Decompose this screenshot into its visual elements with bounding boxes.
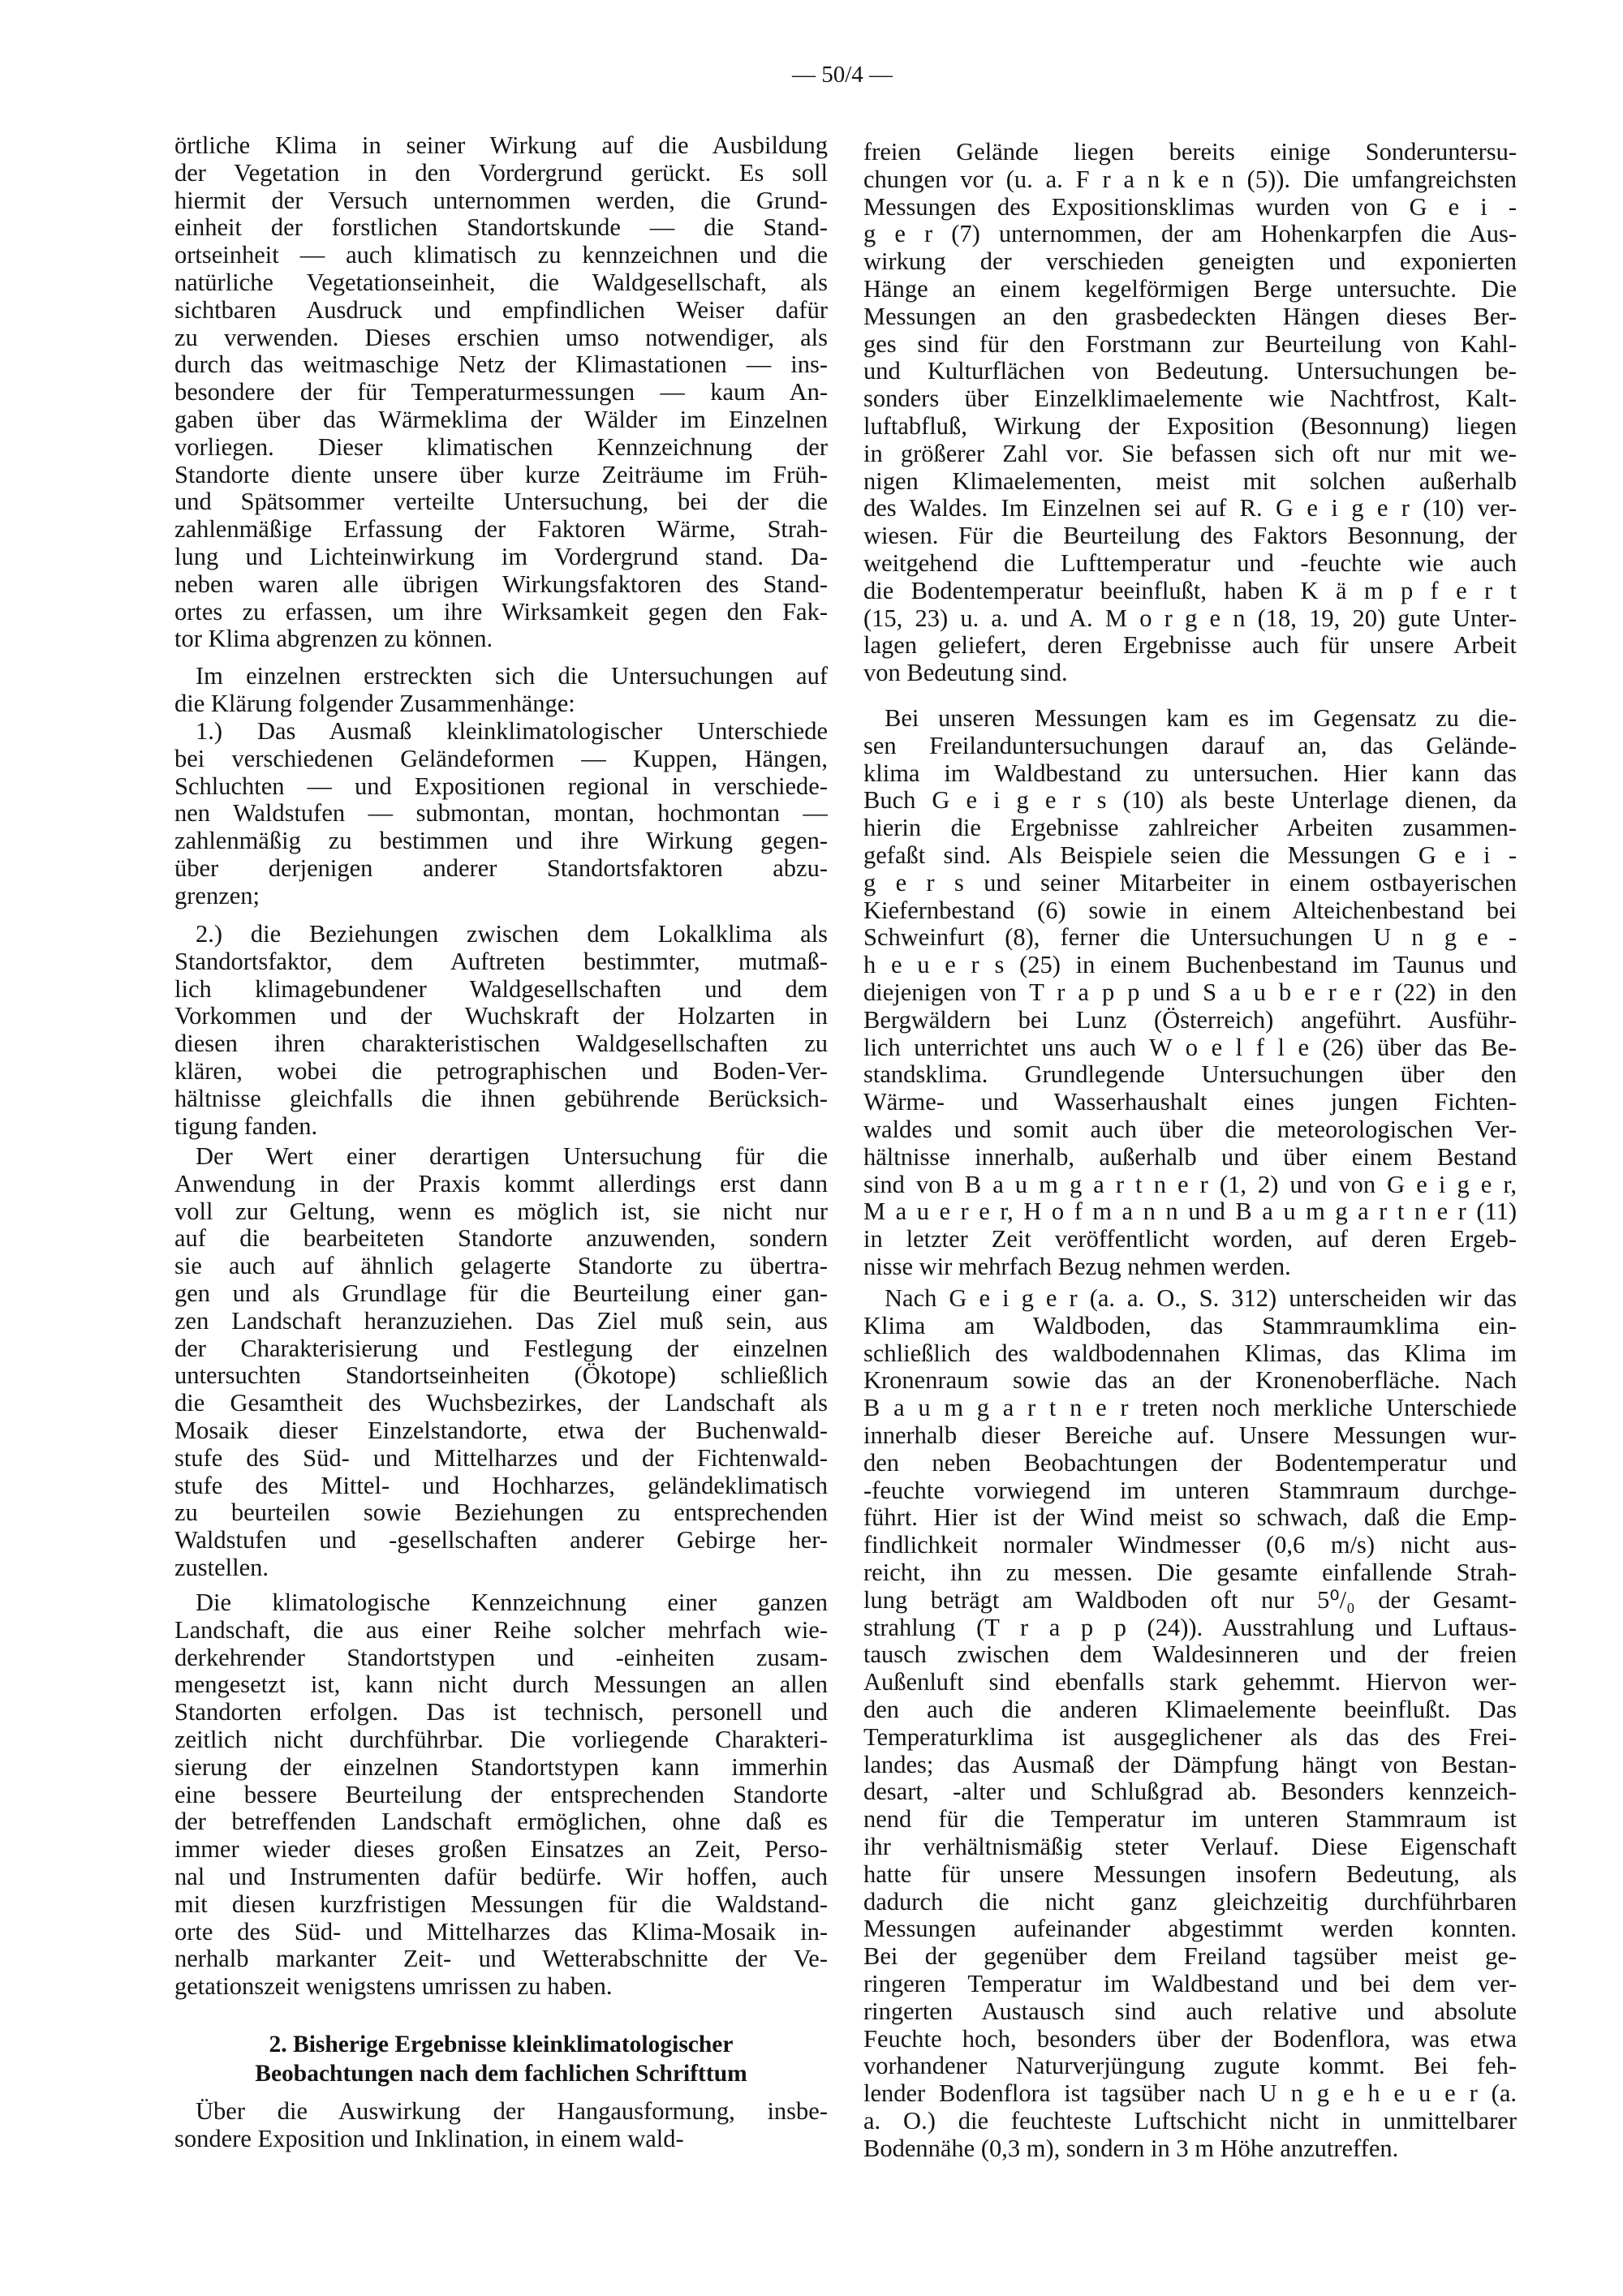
text-line: chungen vor (u. a. F r a n k e n (5)). Die umfangreichsten: [863, 166, 1517, 193]
text-line: zu beurteilen sowie Beziehungen zu entsprechenden: [174, 1499, 828, 1527]
text-line: zen Landschaft heranzuziehen. Das Ziel muß sein, aus: [174, 1307, 828, 1335]
text-line: Bodennähe (0,3 m), sondern in 3 m Höhe anzutreffen.: [863, 2135, 1399, 2162]
text-line: Standorten erfolgen. Das ist technisch, personell und: [174, 1699, 828, 1726]
text-line: vorhandener Naturverjüngung zugute kommt. Bei feh-: [863, 2053, 1517, 2080]
text-line: g e r s und seiner Mitarbeiter in einem ostbayerischen: [863, 869, 1517, 896]
text-line: strahlung (T r a p p (24)). Ausstrahlung und Luftaus-: [863, 1614, 1517, 1641]
text-line: waldes und somit auch über die meteorologischen Ver-: [863, 1116, 1517, 1143]
text-line: sind von B a u m g a r t n e r (1, 2) und von G e i g e r,: [863, 1171, 1517, 1198]
text-line: eine bessere Beurteilung der entsprechenden Standorte: [174, 1781, 828, 1808]
text-line: desart, -alter und Schlußgrad ab. Besonders kennzeich-: [863, 1778, 1517, 1806]
text-line: ringerten Austausch sind auch relative und absolute: [863, 1997, 1517, 2025]
text-line: örtliche Klima in seiner Wirkung auf die Ausbildung: [174, 132, 828, 159]
text-line: über derjenigen anderer Standortsfaktoren abzu-: [174, 854, 828, 882]
text-line: hältnisse gleichfalls die ihnen gebührende Berücksich-: [174, 1085, 828, 1112]
text-line: Landschaft, die aus einer Reihe solcher mehrfach wie-: [174, 1616, 828, 1644]
text-line: stufe des Mittel- und Hochharzes, geländeklimatisch: [174, 1472, 828, 1499]
text-line: führt. Hier ist der Wind meist so schwach, daß die Emp-: [863, 1504, 1517, 1532]
text-line: sen Freilanduntersuchungen darauf an, das Gelände-: [863, 732, 1517, 759]
text-line: auf die bearbeiteten Standorte anzuwenden, sondern: [174, 1225, 828, 1253]
text-line: zahlenmäßig zu bestimmen und ihre Wirkung gegen-: [174, 828, 828, 855]
paragraph: [863, 1285, 1517, 2163]
text-line: die Klärung folgender Zusammenhänge:: [174, 690, 575, 717]
text-line: Schluchten — und Expositionen regional in verschiede-: [174, 772, 828, 800]
text-line: mengesetzt ist, kann nicht durch Messungen an allen: [174, 1671, 828, 1699]
text-line: in letzter Zeit veröffentlicht worden, auf deren Ergeb-: [863, 1226, 1517, 1253]
text-line: und Spätsommer verteilte Untersuchung, bei der die: [174, 488, 828, 516]
text-line: freien Gelände liegen bereits einige Sonderuntersu-: [863, 139, 1517, 166]
text-line: ges sind für den Forstmann zur Beurteilung von Kahl-: [863, 330, 1517, 358]
paragraph: [174, 921, 828, 1140]
text-line: lich klimagebundener Waldgesellschaften und dem: [174, 975, 828, 1003]
text-line: landes; das Ausmaß der Dämpfung hängt von Bestan-: [863, 1751, 1517, 1778]
text-line: tor Klima abgrenzen zu können.: [174, 626, 493, 653]
text-line: von Bedeutung sind.: [863, 660, 1068, 687]
text-line: Im einzelnen erstreckten sich die Untersuchungen auf: [196, 663, 828, 690]
text-line: Feuchte hoch, besonders über der Bodenflora, was etwa: [863, 2025, 1517, 2053]
text-line: grenzen;: [174, 882, 260, 909]
text-line: hierin die Ergebnisse zahlreicher Arbeiten zusammen-: [863, 815, 1517, 842]
text-line: voll zur Geltung, wenn es möglich ist, sie nicht nur: [174, 1197, 828, 1225]
text-line: natürliche Vegetationseinheit, die Waldgesellschaft, als: [174, 269, 828, 296]
text-line: Wärme- und Wasserhaushalt eines jungen Fichten-: [863, 1089, 1517, 1116]
text-line: Über die Auswirkung der Hangausformung, insbe-: [196, 2098, 828, 2125]
text-line: nal und Instrumenten dafür bedürfe. Wir hoffen, auch: [174, 1863, 828, 1890]
text-line: getationszeit wenigstens umrissen zu haben.: [174, 1973, 613, 2001]
text-line: 2.) die Beziehungen zwischen dem Lokalklima als: [196, 921, 828, 948]
paragraph: [863, 139, 1517, 687]
text-line: Die klimatologische Kennzeichnung einer ganzen: [196, 1589, 828, 1616]
text-line: standsklima. Grundlegende Untersuchungen über den: [863, 1061, 1517, 1089]
text-line: ortes zu erfassen, um ihre Wirksamkeit gegen den Fak-: [174, 598, 828, 626]
text-line: lagen geliefert, deren Ergebnisse auch für unsere Arbeit: [863, 632, 1517, 660]
text-line: gen und als Grundlage für die Beurteilung einer gan-: [174, 1279, 828, 1307]
text-line: lung und Lichteinwirkung im Vordergrund stand. Da-: [174, 543, 828, 570]
paragraph: [174, 718, 828, 910]
text-line: weitgehend die Lufttemperatur und -feuchte wie auch: [863, 549, 1517, 577]
text-line: a. O.) die feuchteste Luftschicht nicht in unmittelbarer: [863, 2107, 1517, 2135]
text-line: Schweinfurt (8), ferner die Untersuchungen U n g e -: [863, 924, 1517, 952]
text-line: bei verschiedenen Geländeformen — Kuppen, Hängen,: [174, 745, 828, 772]
text-line: in größerer Zahl vor. Sie befassen sich oft nur mit we-: [863, 440, 1517, 467]
text-line: zahlenmäßige Erfassung der Faktoren Wärme, Strah-: [174, 516, 828, 544]
text-line: besondere der für Temperaturmessungen — kaum An-: [174, 379, 828, 406]
text-line: g e r (7) unternommen, der am Hohenkarpfen die Aus-: [863, 221, 1517, 248]
text-line: derkehrender Standortstypen und -einheiten zusam-: [174, 1644, 828, 1671]
text-line: sie auch auf ähnlich gelagerte Standorte zu übertra-: [174, 1253, 828, 1280]
text-line: hiermit der Versuch unternommen werden, die Grund-: [174, 187, 828, 214]
text-line: Kronenraum sowie das an der Kronenoberfläche. Nach: [863, 1367, 1517, 1395]
text-line: Vorkommen und der Wuchskraft der Holzarten in: [174, 1003, 828, 1030]
text-line: Messungen des Expositionsklimas wurden von G e i -: [863, 193, 1517, 221]
text-line: reicht, ihn zu messen. Die gesamte einfallende Strah-: [863, 1559, 1517, 1586]
text-line: lender Bodenflora ist tagsüber nach U n g e h e u e r (a.: [863, 2080, 1517, 2108]
text-line: ihr verhältnismäßig steter Verlauf. Diese Eigenschaft: [863, 1833, 1517, 1860]
text-line: Bergwäldern bei Lunz (Österreich) angeführt. Ausführ-: [863, 1006, 1517, 1034]
heading-line: 2. Bisherige Ergebnisse kleinklimatologischer: [269, 2032, 734, 2057]
text-line: Standortsfaktor, dem Auftreten bestimmter, mutmaß-: [174, 948, 828, 975]
text-line: hältnisse innerhalb, außerhalb und über einem Bestand: [863, 1143, 1517, 1171]
text-line: zu verwenden. Dieses erschien umso notwendiger, als: [174, 324, 828, 351]
text-line: klima im Waldbestand zu untersuchen. Hier kann das: [863, 759, 1517, 787]
text-line: B a u m g a r t n e r treten noch merkliche Unterschiede: [863, 1395, 1517, 1422]
paragraph: [863, 705, 1517, 1281]
text-line: hatte für unsere Messungen insofern Bedeutung, als: [863, 1860, 1517, 1888]
text-line: lung beträgt am Waldboden oft nur 5⁰/₀ der Gesamt-: [863, 1586, 1517, 1614]
text-line: der Charakterisierung und Festlegung der einzelnen: [174, 1335, 828, 1362]
text-line: Waldstufen und -gesellschaften anderer Gebirge her-: [174, 1527, 828, 1554]
text-line: immer wieder dieses großen Einsatzes an Zeit, Perso-: [174, 1836, 828, 1864]
text-line: Messungen aufeinander abgestimmt werden konnten.: [863, 1915, 1517, 1943]
text-line: Kiefernbestand (6) sowie in einem Alteichenbestand bei: [863, 896, 1517, 924]
text-line: diejenigen von T r a p p und S a u b e r e r (22) in den: [863, 978, 1517, 1006]
text-line: Standorte diente unsere über kurze Zeiträume im Früh-: [174, 461, 828, 488]
text-line: schließlich des waldbodennahen Klimas, das Klima im: [863, 1339, 1517, 1367]
text-line: (15, 23) u. a. und A. M o r g e n (18, 19, 20) gute Unter-: [863, 604, 1517, 632]
text-line: Bei der gegenüber dem Freiland tagsüber meist ge-: [863, 1943, 1517, 1971]
text-line: die Bodentemperatur beeinflußt, haben K ä m p f e r t: [863, 577, 1517, 604]
text-line: nen Waldstufen — submontan, montan, hochmontan —: [174, 800, 828, 828]
text-line: luftabfluß, Wirkung der Exposition (Besonnung) liegen: [863, 412, 1517, 440]
text-line: mit diesen kurzfristigen Messungen für die Waldstand-: [174, 1890, 828, 1918]
text-line: klären, wobei die petrographischen und Boden-Ver-: [174, 1057, 828, 1085]
text-line: orte des Süd- und Mittelharzes das Klima-Mosaik in-: [174, 1918, 828, 1946]
text-line: durch das weitmaschige Netz der Klimastationen — ins-: [174, 351, 828, 379]
text-line: und Kulturflächen von Bedeutung. Untersuchungen be-: [863, 358, 1517, 385]
text-line: nerhalb markanter Zeit- und Wetterabschnitte der Ve-: [174, 1946, 828, 1973]
text-line: wiesen. Für die Beurteilung des Faktors Besonnung, der: [863, 522, 1517, 550]
text-line: ortseinheit — auch klimatisch zu kennzeichnen und die: [174, 242, 828, 269]
text-line: den neben Beobachtungen der Bodentemperatur und: [863, 1449, 1517, 1477]
text-line: dadurch die nicht ganz gleichzeitig durchführbaren: [863, 1888, 1517, 1915]
paragraph: [174, 132, 828, 653]
section-heading: [174, 2030, 828, 2088]
text-line: Buch G e i g e r s (10) als beste Unterlage dienen, da: [863, 787, 1517, 815]
text-line: sichtbaren Ausdruck und empfindlichen Weiser dafür: [174, 296, 828, 324]
text-line: h e u e r s (25) in einem Buchenbestand im Taunus und: [863, 952, 1517, 979]
text-line: vorliegen. Dieser klimatischen Kennzeichnung der: [174, 433, 828, 461]
heading-line: Beobachtungen nach dem fachlichen Schrifttum: [255, 2061, 747, 2087]
paragraph: [174, 663, 828, 718]
paragraph: [174, 2098, 828, 2153]
text-line: der betreffenden Landschaft ermöglichen, ohne daß es: [174, 1808, 828, 1836]
text-line: Der Wert einer derartigen Untersuchung für die: [196, 1143, 828, 1170]
text-line: nigen Klimaelementen, meist mit solchen außerhalb: [863, 467, 1517, 495]
text-line: wirkung der verschieden geneigten und exponierten: [863, 248, 1517, 276]
paragraph: [174, 1143, 828, 1582]
text-line: tausch zwischen dem Waldesinneren und der freien: [863, 1641, 1517, 1669]
text-line: gefaßt sind. Als Beispiele seien die Messungen G e i -: [863, 841, 1517, 869]
text-line: nend für die Temperatur im unteren Stammraum ist: [863, 1806, 1517, 1834]
text-line: Nach G e i g e r (a. a. O., S. 312) unterscheiden wir das: [885, 1285, 1517, 1312]
text-line: ringeren Temperatur im Waldbestand und bei dem ver-: [863, 1970, 1517, 1997]
text-line: des Waldes. Im Einzelnen sei auf R. G e i g e r (10) ver-: [863, 495, 1517, 522]
text-line: neben waren alle übrigen Wirkungsfaktoren des Stand-: [174, 570, 828, 598]
text-line: Messungen an den grasbedeckten Hängen dieses Ber-: [863, 303, 1517, 330]
text-line: die Gesamtheit des Wuchsbezirkes, der Landschaft als: [174, 1390, 828, 1417]
text-line: gaben über das Wärmeklima der Wälder im Einzelnen: [174, 406, 828, 433]
text-line: einheit der forstlichen Standortskunde — die Stand-: [174, 214, 828, 242]
text-line: Anwendung in der Praxis kommt allerdings erst dann: [174, 1170, 828, 1197]
text-line: lich unterrichtet uns auch W o e l f l e (26) über das Be-: [863, 1034, 1517, 1061]
text-line: sonders über Einzelklimaelemente wie Nachtfrost, Kalt-: [863, 385, 1517, 413]
text-line: den auch die anderen Klimaelemente beeinflußt. Das: [863, 1696, 1517, 1723]
text-line: M a u e r e r, H o f m a n n und B a u m g a r t n e r (11): [863, 1198, 1517, 1226]
paragraph: [174, 1589, 828, 2001]
text-line: 1.) Das Ausmaß kleinklimatologischer Unterschiede: [196, 718, 828, 745]
text-line: Temperaturklima ist ausgeglichener als das des Frei-: [863, 1723, 1517, 1751]
text-line: untersuchten Standortseinheiten (Ökotope) schließlich: [174, 1362, 828, 1390]
text-line: innerhalb dieser Bereiche auf. Unsere Messungen wur-: [863, 1421, 1517, 1449]
text-line: Außenluft sind ebenfalls stark gehemmt. Hiervon wer-: [863, 1669, 1517, 1696]
text-line: der Vegetation in den Vordergrund gerückt. Es soll: [174, 159, 828, 187]
text-line: sondere Exposition und Inklination, in einem wald-: [174, 2125, 684, 2152]
text-line: zustellen.: [174, 1554, 269, 1581]
text-line: Klima am Waldboden, das Stammraumklima ein-: [863, 1312, 1517, 1339]
text-line: nisse wir mehrfach Bezug nehmen werden.: [863, 1253, 1291, 1280]
text-line: tigung fanden.: [174, 1112, 318, 1140]
text-line: zeitlich nicht durchführbar. Die vorliegende Charakteri-: [174, 1726, 828, 1753]
text-line: stufe des Süd- und Mittelharzes und der Fichtenwald-: [174, 1444, 828, 1472]
page-number: — 50/4 —: [791, 62, 893, 88]
text-line: Bei unseren Messungen kam es im Gegensatz zu die-: [885, 705, 1517, 732]
text-line: diesen ihren charakteristischen Waldgesellschaften zu: [174, 1030, 828, 1058]
text-line: Hänge an einem kegelförmigen Berge untersuchte. Die: [863, 275, 1517, 303]
text-line: -feuchte vorwiegend im unteren Stammraum durchge-: [863, 1477, 1517, 1504]
text-line: sierung der einzelnen Standortstypen kann immerhin: [174, 1753, 828, 1781]
text-line: findlichkeit normaler Windmesser (0,6 m/s) nicht aus-: [863, 1532, 1517, 1559]
text-line: Mosaik dieser Einzelstandorte, etwa der Buchenwald-: [174, 1417, 828, 1444]
